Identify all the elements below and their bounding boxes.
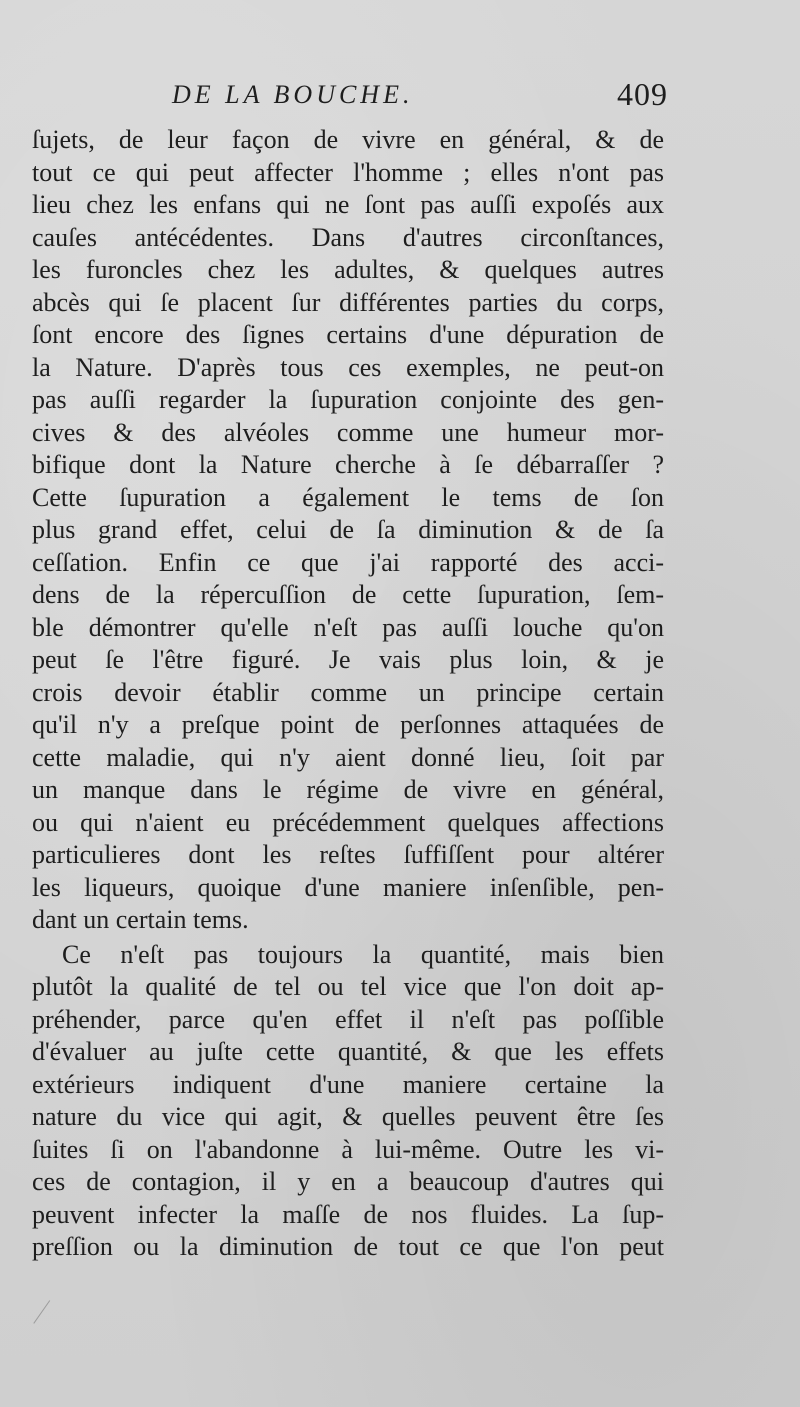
text-line: peut ſe l'être figuré. Je vais plus loin, & je [32,645,664,674]
text-line: pas auſſi regarder la ſupuration conjointe des gen- [32,385,664,414]
text-line: ſujets, de leur façon de vivre en général, & de [32,125,664,154]
text-line: d'évaluer au juſte cette quantité, & que les effets [32,1037,664,1066]
text-line: Ce n'eſt pas toujours la quantité, mais bien [62,939,664,969]
text-line: dant un certain tems. [32,905,249,934]
page-number: 409 [617,76,668,112]
text-line: Cette ſupuration a également le tems de ſon [32,482,664,512]
text-line: ſuites ſi on l'abandonne à lui-même. Outre les vi- [32,1134,664,1164]
text-line: cette maladie, qui n'y aient donné lieu, ſoit par [32,742,664,772]
page-content [32,76,668,1264]
text-line: crois devoir établir comme un principe certain [32,677,664,707]
text-line: les furoncles chez les adultes, & quelques autres [32,255,664,284]
text-line: dens de la répercuſſion de cette ſupuration, ſem- [32,580,664,609]
running-title: DE LA BOUCHE. [172,80,414,109]
text-line: plus grand effet, celui de ſa diminution & de ſa [32,515,664,544]
text-line: un manque dans le régime de vivre en général, [32,775,664,804]
text-line: particulieres dont les reſtes ſuffiſſent pour altérer [32,840,664,869]
text-line: peuvent infecter la maſſe de nos fluides. La ſup- [32,1199,664,1229]
text-line: cauſes antécédentes. Dans d'autres circonſtances, [32,222,664,252]
text-line: lieu chez les enfans qui ne ſont pas auſſi expoſés aux [32,190,664,219]
text-line: extérieurs indiquent d'une maniere certaine la [32,1069,664,1099]
text-line: bifique dont la Nature cherche à ſe débarraſſer ? [32,450,664,479]
text-line: nature du vice qui agit, & quelles peuvent être ſes [32,1102,664,1131]
text-line: les liqueurs, quoique d'une maniere inſenſible, pen- [32,872,664,902]
text-line: préhender, parce qu'en effet il n'eſt pas poſſible [32,1004,664,1034]
text-line: abcès qui ſe placent ſur différentes parties du corps, [32,287,664,317]
text-line: la Nature. D'après tous ces exemples, ne peut-on [32,352,664,382]
text-line: tout ce qui peut affecter l'homme ; elles n'ont pas [32,157,664,187]
paragraph-1 [32,124,664,937]
text-line: ou qui n'aient eu précédemment quelques affections [32,807,664,837]
page-smudge [33,1300,61,1332]
paragraph-2 [32,939,664,1264]
text-line: cives & des alvéoles comme une humeur mor- [32,417,664,447]
text-line: ces de contagion, il y en a beaucoup d'autres qui [32,1167,664,1196]
running-head [32,76,668,124]
text-line: preſſion ou la diminution de tout ce que l'on peut [32,1232,664,1261]
text-line: ceſſation. Enfin ce que j'ai rapporté des acci- [32,547,664,577]
text-line: ſont encore des ſignes certains d'une dépuration de [32,320,664,349]
text-line: qu'il n'y a preſque point de perſonnes attaquées de [32,710,664,739]
text-line: plutôt la qualité de tel ou tel vice que l'on doit ap- [32,972,664,1001]
text-line: ble démontrer qu'elle n'eſt pas auſſi louche qu'on [32,612,664,642]
